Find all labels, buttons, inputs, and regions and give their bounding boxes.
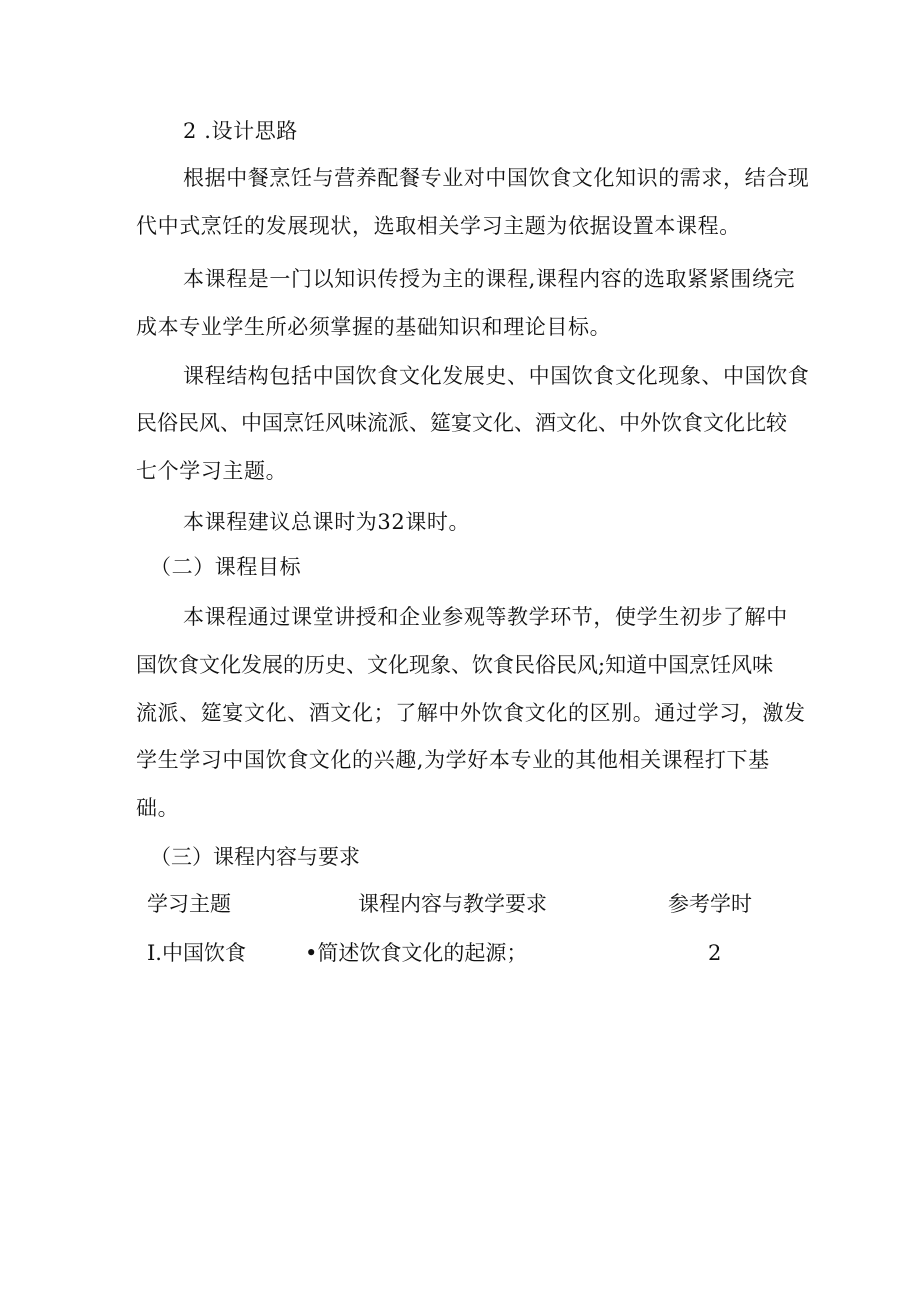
paragraph-line: 流派、筵宴文化、酒文化；了解中外饮食文化的区别。通过学习，激发 — [136, 701, 806, 725]
section-heading-design: 2 .设计思路 — [183, 119, 298, 143]
paragraph-line: 七个学习主题。 — [136, 459, 288, 483]
table-cell-hours: 2 — [708, 941, 722, 965]
table-header-content: 课程内容与教学要求 — [358, 892, 547, 916]
paragraph-line: 根据中餐烹饪与营养配餐专业对中国饮食文化知识的需求，结合现 — [183, 166, 810, 190]
paragraph-line: 本课程建议总课时为32课时。 — [183, 510, 471, 534]
paragraph-line: 成本专业学生所必须掌握的基础知识和理论目标。 — [136, 315, 612, 339]
table-header-hours: 参考学时 — [668, 892, 752, 916]
paragraph-line: 本课程通过课堂讲授和企业参观等教学环节，使学生初步了解中 — [183, 605, 788, 629]
paragraph-line: 国饮食文化发展的历史、文化现象、饮食民俗民风;知道中国烹饪风味 — [136, 653, 774, 677]
table-cell-content: •简述饮食文化的起源； — [305, 941, 528, 965]
paragraph-line: 础。 — [136, 796, 180, 820]
paragraph-line: 课程结构包括中国饮食文化发展史、中国饮食文化现象、中国饮食 — [183, 364, 810, 388]
paragraph-line: 学生学习中国饮食文化的兴趣,为学好本专业的其他相关课程打下基 — [136, 748, 770, 772]
paragraph-line: 代中式烹饪的发展现状，选取相关学习主题为依据设置本课程。 — [136, 214, 741, 238]
table-header-topic: 学习主题 — [147, 892, 231, 916]
section-heading-objectives: （二）课程目标 — [150, 555, 302, 579]
paragraph-line: 民俗民风、中国烹饪风味流派、筵宴文化、酒文化、中外饮食文化比较 — [136, 411, 787, 435]
paragraph-line: 本课程是一门以知识传授为主的课程,课程内容的选取紧紧围绕完 — [183, 267, 796, 291]
table-cell-topic: I.中国饮食 — [147, 941, 246, 965]
section-heading-content: （三）课程内容与要求 — [150, 845, 360, 869]
